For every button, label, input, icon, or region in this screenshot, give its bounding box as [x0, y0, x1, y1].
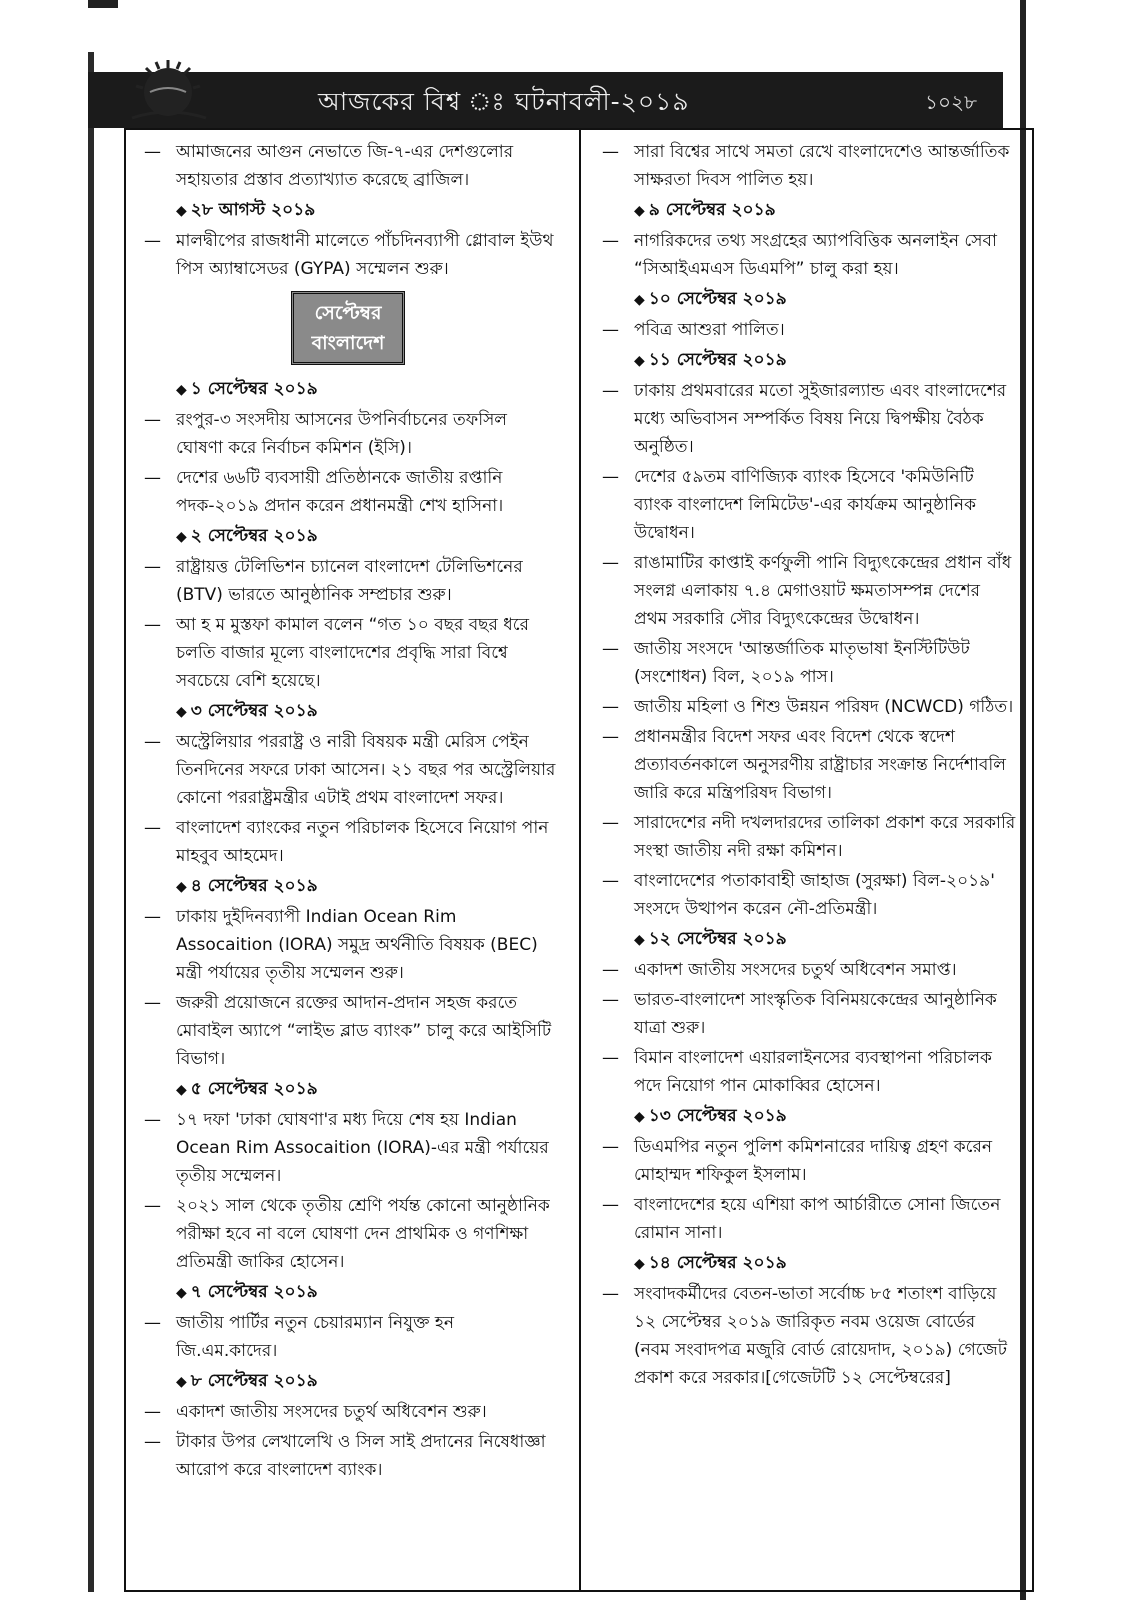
bullet-dash: —: [144, 1196, 161, 1216]
bullet-dash: —: [602, 142, 619, 162]
news-item: [596, 723, 1016, 807]
page: [88, 52, 1048, 1592]
news-item-text: সংবাদকর্মীদের বেতন-ভাতা সর্বোচ্চ ৮৫ শতাংশ বাড়িয়ে ১২ সেপ্টেম্বর ২০১৯ জারিকৃত নবম ওয়েজ বোর্ডের (নবম সংবাদপত্র মজুরি বোর্ড রোয়েদাদ, ২০১৯) গেজেট প্রকাশ করে সরকার।[গেজেটটি ১২ সেপ্টেম্বরের]: [634, 1284, 1008, 1388]
bullet-dash: —: [144, 1110, 161, 1130]
news-item-text: একাদশ জাতীয় সংসদের চতুর্থ অধিবেশন সমাপ্ত।: [634, 960, 957, 980]
diamond-bullet-icon: ◆: [634, 932, 645, 948]
news-item-text: সারা বিশ্বের সাথে সমতা রেখে বাংলাদেশেও আন্তর্জাতিক সাক্ষরতা দিবস পালিত হয়।: [634, 142, 1010, 190]
diamond-bullet-icon: ◆: [176, 1374, 187, 1390]
page-header: [88, 72, 1003, 128]
section-heading-box: [291, 291, 406, 365]
date-heading: [596, 285, 1016, 314]
date-text: ৫ সেপ্টেম্বর ২০১৯: [190, 1079, 318, 1099]
globe-logo-icon: [128, 56, 208, 126]
diamond-bullet-icon: ◆: [176, 382, 187, 398]
news-item: [138, 1192, 558, 1276]
date-heading: [138, 1075, 558, 1104]
news-item: [596, 377, 1016, 461]
date-text: ৭ সেপ্টেম্বর ২০১৯: [190, 1282, 318, 1302]
news-item: [138, 1428, 558, 1484]
diamond-bullet-icon: ◆: [176, 203, 187, 219]
date-heading: [596, 346, 1016, 375]
news-item-text: দেশের ৫৯তম বাণিজ্যিক ব্যাংক হিসেবে 'কমিউনিটি ব্যাংক বাংলাদেশ লিমিটেড'-এর কার্যক্রম আনুষ্ঠানিক উদ্বোধন।: [634, 467, 976, 543]
bullet-dash: —: [144, 410, 161, 430]
bullet-dash: —: [144, 615, 161, 635]
section-box-wrapper: [138, 291, 558, 365]
date-text: ২৮ আগস্ট ২০১৯: [190, 200, 316, 220]
news-item: [596, 138, 1016, 194]
content-frame: [124, 128, 1034, 1592]
date-text: ১০ সেপ্টেম্বর ২০১৯: [648, 289, 787, 309]
news-item: [138, 227, 558, 283]
bullet-dash: —: [602, 1137, 619, 1157]
right-column: [596, 138, 1016, 1394]
date-heading: [138, 872, 558, 901]
bullet-dash: —: [602, 231, 619, 251]
date-heading: [596, 196, 1016, 225]
news-item: [138, 464, 558, 520]
bullet-dash: —: [144, 142, 161, 162]
news-item: [138, 553, 558, 609]
news-item-text: ডিএমপির নতুন পুলিশ কমিশনারের দায়িত্ব গ্রহণ করেন মোহাম্মদ শফিকুল ইসলাম।: [634, 1137, 992, 1185]
bullet-dash: —: [602, 553, 619, 573]
news-item: [596, 956, 1016, 984]
diamond-bullet-icon: ◆: [634, 353, 645, 369]
scan-edge-mark: [88, 0, 118, 8]
news-item: [138, 1309, 558, 1365]
date-heading: [596, 925, 1016, 954]
bullet-dash: —: [602, 990, 619, 1010]
news-item: [596, 316, 1016, 344]
news-item: [138, 611, 558, 695]
news-item: [596, 986, 1016, 1042]
page-binding-edge: [88, 52, 94, 1592]
news-item-text: মালদ্বীপের রাজধানী মালেতে পাঁচদিনব্যাপী গ্লোবাল ইউথ পিস অ্যাম্বাসেডর (GYPA) সম্মেলন শুরু।: [176, 231, 554, 279]
news-item: [596, 867, 1016, 923]
diamond-bullet-icon: ◆: [176, 1082, 187, 1098]
bullet-dash: —: [144, 1313, 161, 1333]
bullet-dash: —: [144, 732, 161, 752]
bullet-dash: —: [602, 1048, 619, 1068]
bullet-dash: —: [144, 468, 161, 488]
news-item: [138, 138, 558, 194]
news-item: [596, 635, 1016, 691]
date-text: ১১ সেপ্টেম্বর ২০১৯: [648, 350, 787, 370]
news-item: [138, 728, 558, 812]
bullet-dash: —: [602, 697, 619, 717]
news-item-text: জরুরী প্রয়োজনে রক্তের আদান-প্রদান সহজ করতে মোবাইল অ্যাপে “লাইভ ব্লাড ব্যাংক” চালু করে আইসিটি বিভাগ।: [176, 993, 552, 1069]
news-item-text: রংপুর-৩ সংসদীয় আসনের উপনির্বাচনের তফসিল ঘোষণা করে নির্বাচন কমিশন (ইসি)।: [176, 410, 507, 458]
news-item: [596, 227, 1016, 283]
column-divider: [579, 130, 581, 1590]
news-item-text: রাঙামাটির কাপ্তাই কর্ণফুলী পানি বিদ্যুৎকেন্দ্রের প্রধান বাঁধ সংলগ্ন এলাকায় ৭.৪ মেগাওয়াট ক্ষমতাসম্পন্ন দেশের প্রথম সরকারি সৌর বিদ্যুৎকেন্দ্রের উদ্বোধন।: [634, 553, 1012, 629]
news-item-text: জাতীয় পার্টির নতুন চেয়ারম্যান নিযুক্ত হন জি.এম.কাদের।: [176, 1313, 454, 1361]
date-heading: [596, 1249, 1016, 1278]
news-item: [138, 903, 558, 987]
news-item-text: প্রধানমন্ত্রীর বিদেশ সফর এবং বিদেশ থেকে স্বদেশ প্রত্যাবর্তনকালে অনুসরণীয় রাষ্ট্রাচার সংক্রান্ত নির্দেশাবলি জারি করে মন্ত্রিপরিষদ বিভাগ।: [634, 727, 1006, 803]
bullet-dash: —: [602, 639, 619, 659]
news-item-text: ১৭ দফা 'ঢাকা ঘোষণা'র মধ্য দিয়ে শেষ হয় Indian Ocean Rim Assocaition (IORA)-এর মন্ত্রী পর্যায়ের তৃতীয় সম্মেলন।: [176, 1110, 549, 1186]
date-heading: [138, 697, 558, 726]
bullet-dash: —: [602, 813, 619, 833]
bullet-dash: —: [144, 1402, 161, 1422]
diamond-bullet-icon: ◆: [176, 529, 187, 545]
bullet-dash: —: [144, 1432, 161, 1452]
bullet-dash: —: [144, 557, 161, 577]
date-text: ১৩ সেপ্টেম্বর ২০১৯: [648, 1106, 787, 1126]
bullet-dash: —: [602, 1195, 619, 1215]
date-heading: [596, 1102, 1016, 1131]
bullet-dash: —: [602, 381, 619, 401]
news-item-text: ২০২১ সাল থেকে তৃতীয় শ্রেণি পর্যন্ত কোনো আনুষ্ঠানিক পরীক্ষা হবে না বলে ঘোষণা দেন প্রাথমিক ও গণশিক্ষা প্রতিমন্ত্রী জাকির হোসেন।: [176, 1196, 550, 1272]
date-heading: [138, 522, 558, 551]
date-text: ২ সেপ্টেম্বর ২০১৯: [190, 526, 318, 546]
bullet-dash: —: [602, 320, 619, 340]
page-title: আজকের বিশ্ব ঃ ঘটনাবলী-২০১৯: [318, 87, 690, 116]
news-item: [596, 463, 1016, 547]
date-text: ১২ সেপ্টেম্বর ২০১৯: [648, 929, 787, 949]
news-item-text: রাষ্ট্রায়ত্ত টেলিভিশন চ্যানেল বাংলাদেশ টেলিভিশনের (BTV) ভারতে আনুষ্ঠানিক সম্প্রচার শুরু।: [176, 557, 523, 605]
news-item: [138, 1398, 558, 1426]
bullet-dash: —: [602, 467, 619, 487]
bullet-dash: —: [602, 1284, 619, 1304]
date-heading: [138, 375, 558, 404]
news-item-text: নাগরিকদের তথ্য সংগ্রহের অ্যাপবিত্তিক অনলাইন সেবা “সিআইএমএস ডিএমপি” চালু করা হয়।: [634, 231, 997, 279]
news-item-text: জাতীয় মহিলা ও শিশু উন্নয়ন পরিষদ (NCWCD) গঠিত।: [634, 697, 1014, 717]
news-item: [596, 1044, 1016, 1100]
bullet-dash: —: [602, 871, 619, 891]
date-heading: [138, 1278, 558, 1307]
page-number: ১০২৮: [925, 90, 977, 114]
bullet-dash: —: [144, 231, 161, 251]
news-item-text: বিমান বাংলাদেশ এয়ারলাইনসের ব্যবস্থাপনা পরিচালক পদে নিয়োগ পান মোকাব্বির হোসেন।: [634, 1048, 992, 1096]
date-heading: [138, 1367, 558, 1396]
news-item-text: ভারত-বাংলাদেশ সাংস্কৃতিক বিনিময়কেন্দ্রের আনুষ্ঠানিক যাত্রা শুরু।: [634, 990, 997, 1038]
date-text: ৯ সেপ্টেম্বর ২০১৯: [648, 200, 776, 220]
news-item: [596, 549, 1016, 633]
news-item-text: পবিত্র আশুরা পালিত।: [634, 320, 785, 340]
news-item-text: একাদশ জাতীয় সংসদের চতুর্থ অধিবেশন শুরু।: [176, 1402, 487, 1422]
date-heading: [138, 196, 558, 225]
date-text: ১ সেপ্টেম্বর ২০১৯: [190, 379, 318, 399]
news-item-text: ঢাকায় দুইদিনব্যাপী Indian Ocean Rim Assocaition (IORA) সমুদ্র অর্থনীতি বিষয়ক (BEC) মন্ত্রী পর্যায়ের তৃতীয় সম্মেলন শুরু।: [176, 907, 538, 983]
date-text: ১৪ সেপ্টেম্বর ২০১৯: [648, 1253, 787, 1273]
bullet-dash: —: [144, 907, 161, 927]
news-item: [596, 1191, 1016, 1247]
diamond-bullet-icon: ◆: [634, 203, 645, 219]
news-item: [596, 1280, 1016, 1392]
left-column: [138, 138, 558, 1486]
news-item-text: জাতীয় সংসদে 'আন্তর্জাতিক মাতৃভাষা ইনস্টিটিউট (সংশোধন) বিল, ২০১৯ পাস।: [634, 639, 970, 687]
news-item-text: আমাজনের আগুন নেভাতে জি-৭-এর দেশগুলোর সহায়তার প্রস্তাব প্রত্যাখ্যাত করেছে ব্রাজিল।: [176, 142, 514, 190]
diamond-bullet-icon: ◆: [176, 1285, 187, 1301]
news-item-text: বাংলাদেশের পতাকাবাহী জাহাজ (সুরক্ষা) বিল-২০১৯' সংসদে উত্থাপন করেন নৌ-প্রতিমন্ত্রী।: [634, 871, 995, 919]
date-text: ৩ সেপ্টেম্বর ২০১৯: [190, 701, 318, 721]
bullet-dash: —: [144, 993, 161, 1013]
news-item: [596, 809, 1016, 865]
section-heading-line: সেপ্টেম্বর: [314, 302, 382, 324]
bullet-dash: —: [602, 960, 619, 980]
news-item-text: সারাদেশের নদী দখলদারদের তালিকা প্রকাশ করে সরকারি সংস্থা জাতীয় নদী রক্ষা কমিশন।: [634, 813, 1016, 861]
section-heading-line: বাংলাদেশ: [311, 332, 385, 354]
news-item: [596, 693, 1016, 721]
news-item-text: অস্ট্রেলিয়ার পররাষ্ট্র ও নারী বিষয়ক মন্ত্রী মেরিস পেইন তিনদিনের সফরে ঢাকা আসেন। ২১ বছর পর অস্ট্রেলিয়ার কোনো পররাষ্ট্রমন্ত্রীর এটাই প্রথম বাংলাদেশ সফর।: [176, 732, 556, 808]
news-item: [596, 1133, 1016, 1189]
news-item-text: বাংলাদেশ ব্যাংকের নতুন পরিচালক হিসেবে নিয়োগ পান মাহবুব আহমেদ।: [176, 818, 549, 866]
news-item-text: আ হ ম মুস্তফা কামাল বলেন “গত ১০ বছর বছর ধরে চলতি বাজার মূল্যে বাংলাদেশের প্রবৃদ্ধি সারা বিশ্বে সবচেয়ে বেশি হয়েছে।: [176, 615, 529, 691]
news-item: [138, 1106, 558, 1190]
news-item: [138, 989, 558, 1073]
diamond-bullet-icon: ◆: [176, 704, 187, 720]
date-text: ৪ সেপ্টেম্বর ২০১৯: [190, 876, 318, 896]
diamond-bullet-icon: ◆: [176, 879, 187, 895]
news-item: [138, 406, 558, 462]
news-item-text: বাংলাদেশের হয়ে এশিয়া কাপ আর্চারীতে সোনা জিতেন রোমান সানা।: [634, 1195, 1001, 1243]
diamond-bullet-icon: ◆: [634, 292, 645, 308]
news-item: [138, 814, 558, 870]
diamond-bullet-icon: ◆: [634, 1256, 645, 1272]
bullet-dash: —: [602, 727, 619, 747]
news-item-text: টাকার উপর লেখালেখি ও সিল সাই প্রদানের নিষেধাজ্ঞা আরোপ করে বাংলাদেশ ব্যাংক।: [176, 1432, 546, 1480]
news-item-text: ঢাকায় প্রথমবারের মতো সুইজারল্যান্ড এবং বাংলাদেশের মধ্যে অভিবাসন সম্পর্কিত বিষয় নিয়ে দ্বিপক্ষীয় বৈঠক অনুষ্ঠিত।: [634, 381, 1007, 457]
news-item-text: দেশের ৬৬টি ব্যবসায়ী প্রতিষ্ঠানকে জাতীয় রপ্তানি পদক-২০১৯ প্রদান করেন প্রধানমন্ত্রী শেখ হাসিনা।: [176, 468, 504, 516]
date-text: ৮ সেপ্টেম্বর ২০১৯: [190, 1371, 318, 1391]
diamond-bullet-icon: ◆: [634, 1109, 645, 1125]
bullet-dash: —: [144, 818, 161, 838]
